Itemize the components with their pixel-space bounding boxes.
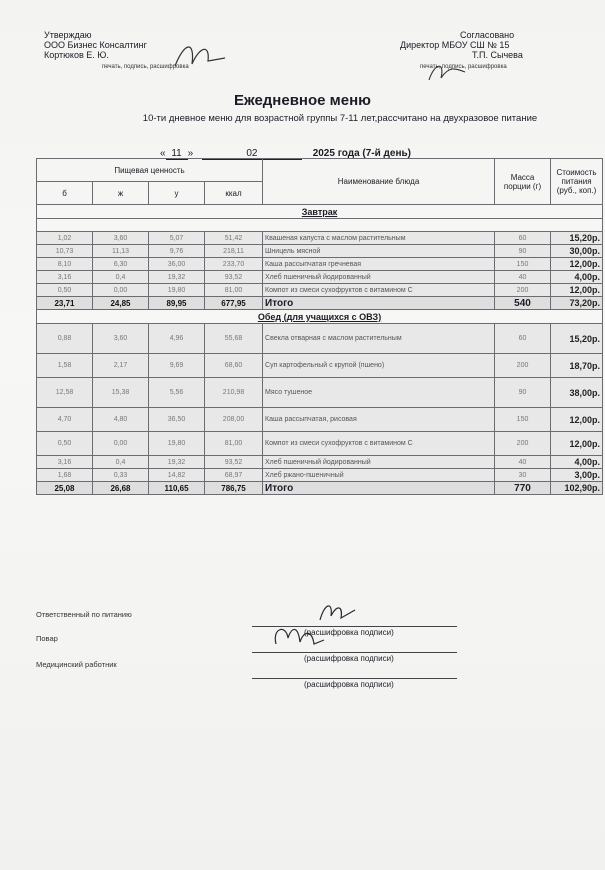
cell-mass: 150: [495, 258, 551, 271]
cell-carbs: 5,07: [149, 232, 205, 245]
cell-mass: 30: [495, 469, 551, 482]
cell-carbs: 36,00: [149, 258, 205, 271]
cell-price: 3,00р.: [551, 469, 603, 482]
cell-kcal: 93,52: [205, 456, 263, 469]
cell-price: 30,00р.: [551, 245, 603, 258]
cell-mass: 200: [495, 284, 551, 297]
cell-kcal: 68,97: [205, 469, 263, 482]
cell-carbs: 14,82: [149, 469, 205, 482]
cell-kcal: 81,00: [205, 432, 263, 456]
cell-kcal: 233,70: [205, 258, 263, 271]
cell-price: 12,00р.: [551, 432, 603, 456]
cell-protein: 0,50: [37, 284, 93, 297]
sig-caption: (расшифровка подписи): [304, 654, 394, 663]
cell-carbs: 9,76: [149, 245, 205, 258]
table-row: [37, 258, 603, 271]
cell-carbs: 9,69: [149, 354, 205, 378]
total-carbs: 110,65: [149, 482, 205, 495]
cell-fat: 0,00: [93, 432, 149, 456]
cell-dish-name: Хлеб ржано-пшеничный: [263, 469, 495, 482]
section-breakfast-title: Завтрак: [37, 205, 603, 219]
cell-protein: 4,70: [37, 408, 93, 432]
cell-price: 38,00р.: [551, 378, 603, 408]
cell-mass: 60: [495, 232, 551, 245]
header-fat: ж: [93, 182, 149, 205]
lunch-total-row: [37, 482, 603, 495]
cell-mass: 40: [495, 456, 551, 469]
cell-mass: 40: [495, 271, 551, 284]
cell-fat: 3,60: [93, 324, 149, 354]
cell-dish-name: Суп картофельный с крупой (пшено): [263, 354, 495, 378]
cell-protein: 10,73: [37, 245, 93, 258]
date-day: 11: [166, 148, 188, 160]
cell-fat: 3,60: [93, 232, 149, 245]
cell-kcal: 208,00: [205, 408, 263, 432]
table-row: [37, 232, 603, 245]
agreement-signature: [425, 58, 470, 88]
cell-carbs: 19,32: [149, 271, 205, 284]
approval-note: печать, подпись, расшифровка: [102, 64, 189, 70]
header-nutrition: Пищевая ценность: [37, 159, 263, 182]
header-kcal: ккал: [205, 182, 263, 205]
cell-fat: 6,30: [93, 258, 149, 271]
total-price: 73,20р.: [551, 297, 603, 310]
cell-protein: 1,02: [37, 232, 93, 245]
table-row: [37, 284, 603, 297]
agreement-person: Т.П. Сычева: [472, 50, 523, 60]
cell-mass: 90: [495, 378, 551, 408]
cell-fat: 2,17: [93, 354, 149, 378]
header-carbs: у: [149, 182, 205, 205]
approval-org: ООО Бизнес Консалтинг: [44, 40, 147, 50]
cell-mass: 60: [495, 324, 551, 354]
total-price: 102,90р.: [551, 482, 603, 495]
header-mass: Масса порции (г): [495, 159, 551, 205]
breakfast-total-row: [37, 297, 603, 310]
cell-fat: 4,80: [93, 408, 149, 432]
cell-dish-name: Компот из смеси сухофруктов с витамином С: [263, 284, 495, 297]
cell-fat: 0,33: [93, 469, 149, 482]
approval-person: Кортюков Е. Ю.: [44, 50, 109, 60]
cell-price: 15,20р.: [551, 232, 603, 245]
cell-protein: 3,16: [37, 271, 93, 284]
table-row: [37, 324, 603, 354]
cell-carbs: 19,32: [149, 456, 205, 469]
menu-table: [36, 158, 603, 495]
cell-price: 18,70р.: [551, 354, 603, 378]
cell-fat: 0,4: [93, 271, 149, 284]
table-row: [37, 456, 603, 469]
page-subtitle: 10-ти дневное меню для возрастной группы 7-11 лет,рассчитано на двухразовое питание: [142, 113, 538, 124]
cell-mass: 150: [495, 408, 551, 432]
cell-mass: 200: [495, 432, 551, 456]
cell-price: 4,00р.: [551, 456, 603, 469]
table-row: [37, 271, 603, 284]
cell-mass: 90: [495, 245, 551, 258]
cell-dish-name: Шницель мясной: [263, 245, 495, 258]
sig-cook-label: Повар: [36, 634, 58, 643]
cell-carbs: 5,56: [149, 378, 205, 408]
cell-price: 4,00р.: [551, 271, 603, 284]
cell-fat: 0,4: [93, 456, 149, 469]
total-kcal: 786,75: [205, 482, 263, 495]
cell-kcal: 51,42: [205, 232, 263, 245]
cell-kcal: 55,68: [205, 324, 263, 354]
total-label: Итого: [263, 482, 495, 495]
cell-price: 12,00р.: [551, 408, 603, 432]
cell-protein: 3,16: [37, 456, 93, 469]
cell-price: 12,00р.: [551, 284, 603, 297]
cell-dish-name: Хлеб пшеничный йодированный: [263, 271, 495, 284]
sig-medic-label: Медицинский работник: [36, 660, 117, 669]
cell-protein: 0,50: [37, 432, 93, 456]
sig-responsible-label: Ответственный по питанию: [36, 610, 132, 619]
spacer-row: [37, 219, 603, 232]
cell-dish-name: Каша рассыпчатая гречневая: [263, 258, 495, 271]
approval-title: Утверждаю: [44, 30, 92, 40]
cell-kcal: 210,98: [205, 378, 263, 408]
cell-dish-name: Каша рассыпчатая, рисовая: [263, 408, 495, 432]
cell-dish-name: Мясо тушеное: [263, 378, 495, 408]
total-kcal: 677,95: [205, 297, 263, 310]
cell-mass: 200: [495, 354, 551, 378]
date-year: 2025 года (7-й день): [312, 148, 411, 159]
cell-kcal: 218,11: [205, 245, 263, 258]
header-dish-name: Наименование блюда: [263, 159, 495, 205]
cell-carbs: 36,50: [149, 408, 205, 432]
cell-fat: 0,00: [93, 284, 149, 297]
cell-kcal: 68,60: [205, 354, 263, 378]
cell-protein: 0,88: [37, 324, 93, 354]
agreement-org: Директор МБОУ СШ № 15: [400, 40, 510, 50]
total-carbs: 89,95: [149, 297, 205, 310]
total-fat: 24,85: [93, 297, 149, 310]
table-row: [37, 378, 603, 408]
cell-price: 12,00р.: [551, 258, 603, 271]
table-row: [37, 469, 603, 482]
cell-dish-name: Компот из смеси сухофруктов с витамином С: [263, 432, 495, 456]
total-protein: 25,08: [37, 482, 93, 495]
total-mass: 770: [495, 482, 551, 495]
date-line: « 11 » 02 2025 года (7-й день): [160, 148, 411, 159]
approval-block: [44, 30, 189, 72]
cell-protein: 8,10: [37, 258, 93, 271]
total-fat: 26,68: [93, 482, 149, 495]
cell-carbs: 4,96: [149, 324, 205, 354]
cell-carbs: 19,80: [149, 432, 205, 456]
header-protein: б: [37, 182, 93, 205]
total-protein: 23,71: [37, 297, 93, 310]
sig-caption: (расшифровка подписи): [304, 628, 394, 637]
cell-protein: 1,58: [37, 354, 93, 378]
total-label: Итого: [263, 297, 495, 310]
cell-fat: 15,38: [93, 378, 149, 408]
cell-dish-name: Свекла отварная с маслом растительным: [263, 324, 495, 354]
table-row: [37, 245, 603, 258]
table-row: [37, 408, 603, 432]
section-lunch-title: Обед (для учащихся с ОВЗ): [37, 310, 603, 324]
approval-signature: [170, 36, 230, 76]
table-row: [37, 432, 603, 456]
cell-kcal: 93,52: [205, 271, 263, 284]
cell-fat: 11,13: [93, 245, 149, 258]
sig-line: [252, 678, 457, 679]
sig-caption: (расшифровка подписи): [304, 680, 394, 689]
cell-kcal: 81,00: [205, 284, 263, 297]
total-mass: 540: [495, 297, 551, 310]
cell-price: 15,20р.: [551, 324, 603, 354]
header-cost: Стоимость питания (руб., коп.): [551, 159, 603, 205]
cell-protein: 12,58: [37, 378, 93, 408]
cook-signature: [268, 620, 328, 656]
cell-dish-name: Квашеная капуста с маслом растительным: [263, 232, 495, 245]
agreement-title: Согласовано: [460, 30, 515, 40]
cell-carbs: 19,80: [149, 284, 205, 297]
page-title: Ежедневное меню: [234, 92, 371, 109]
agreement-note: печать, подпись, расшифровка: [420, 64, 507, 70]
cell-dish-name: Хлеб пшеничный йодированный: [263, 456, 495, 469]
table-row: [37, 354, 603, 378]
date-month: 02: [202, 148, 302, 160]
cell-protein: 1,68: [37, 469, 93, 482]
